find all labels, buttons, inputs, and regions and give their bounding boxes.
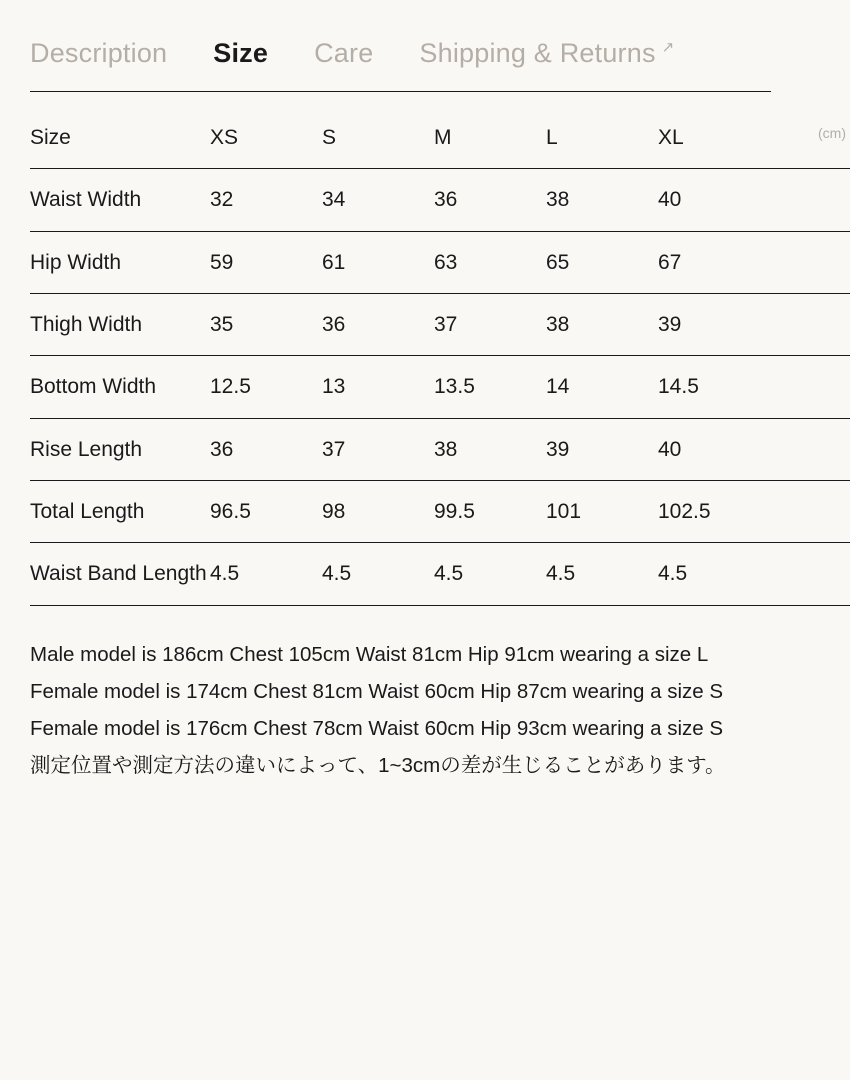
cell-thigh-width-xs: 35 <box>210 294 322 356</box>
external-link-arrow-icon: ↗ <box>661 39 675 56</box>
cell-waist-band-length-m: 4.5 <box>434 543 546 605</box>
header-cell-m: M <box>434 102 546 169</box>
cell-rise-length-xl: 40 <box>658 418 770 480</box>
cell-waist-width-m: 36 <box>434 169 546 231</box>
cell-thigh-width-xl: 39 <box>658 294 770 356</box>
cell-spacer <box>770 169 850 231</box>
cell-hip-width-xs: 59 <box>210 231 322 293</box>
row-label-total-length: Total Length <box>30 481 210 543</box>
cell-total-length-s: 98 <box>322 481 434 543</box>
cell-bottom-width-l: 14 <box>546 356 658 418</box>
header-cell-xl: XL <box>658 102 770 169</box>
tab-shipping-returns-label: Shipping & Returns <box>419 38 656 68</box>
header-cell-l: L <box>546 102 658 169</box>
tab-size[interactable] <box>213 38 268 69</box>
note-measurement-disclaimer-jp: 測定位置や測定方法の違いによって、1~3cmの差が生じることがあります。 <box>30 753 726 777</box>
model-measurements-notes <box>30 636 771 784</box>
row-label-waist-band-length: Waist Band Length <box>30 543 210 605</box>
cell-waist-width-s: 34 <box>322 169 434 231</box>
cell-waist-band-length-l: 4.5 <box>546 543 658 605</box>
cell-waist-band-length-s: 4.5 <box>322 543 434 605</box>
table-row <box>30 481 850 543</box>
cell-spacer <box>770 231 850 293</box>
cell-total-length-xl: 102.5 <box>658 481 770 543</box>
cell-hip-width-s: 61 <box>322 231 434 293</box>
cell-hip-width-m: 63 <box>434 231 546 293</box>
tab-description[interactable] <box>30 38 167 69</box>
cell-rise-length-s: 37 <box>322 418 434 480</box>
product-info-tabs <box>30 38 771 92</box>
row-label-thigh-width: Thigh Width <box>30 294 210 356</box>
cell-spacer <box>770 356 850 418</box>
note-male-model: Male model is 186cm Chest 105cm Waist 81cm Hip 91cm wearing a size L <box>30 642 709 666</box>
table-header-row <box>30 102 850 169</box>
table-row <box>30 169 850 231</box>
row-label-bottom-width: Bottom Width <box>30 356 210 418</box>
cell-spacer <box>770 481 850 543</box>
cell-bottom-width-s: 13 <box>322 356 434 418</box>
cell-waist-width-xl: 40 <box>658 169 770 231</box>
cell-total-length-l: 101 <box>546 481 658 543</box>
cell-rise-length-l: 39 <box>546 418 658 480</box>
tab-care[interactable] <box>314 38 373 69</box>
tab-description-label: Description <box>30 38 168 68</box>
cell-waist-band-length-xs: 4.5 <box>210 543 322 605</box>
cell-thigh-width-m: 37 <box>434 294 546 356</box>
note-female-model-2: Female model is 176cm Chest 78cm Waist 60cm Hip 93cm wearing a size S <box>30 717 724 741</box>
cell-thigh-width-l: 38 <box>546 294 658 356</box>
tab-size-label: Size <box>213 38 269 68</box>
table-row <box>30 356 850 418</box>
cell-bottom-width-xs: 12.5 <box>210 356 322 418</box>
cell-bottom-width-xl: 14.5 <box>658 356 770 418</box>
unit-label: (cm) <box>818 125 846 141</box>
header-cell-xs: XS <box>210 102 322 169</box>
cell-rise-length-xs: 36 <box>210 418 322 480</box>
table-row <box>30 231 850 293</box>
header-cell-s: S <box>322 102 434 169</box>
cell-rise-length-m: 38 <box>434 418 546 480</box>
table-row <box>30 418 850 480</box>
cell-thigh-width-s: 36 <box>322 294 434 356</box>
tab-shipping-returns[interactable] <box>419 38 674 69</box>
size-chart-table <box>30 102 850 606</box>
cell-waist-width-l: 38 <box>546 169 658 231</box>
cell-total-length-xs: 96.5 <box>210 481 322 543</box>
cell-bottom-width-m: 13.5 <box>434 356 546 418</box>
row-label-rise-length: Rise Length <box>30 418 210 480</box>
header-cell-unit <box>770 102 850 169</box>
table-row <box>30 294 850 356</box>
cell-total-length-m: 99.5 <box>434 481 546 543</box>
cell-hip-width-xl: 67 <box>658 231 770 293</box>
table-row <box>30 543 850 605</box>
cell-spacer <box>770 294 850 356</box>
note-female-model-1: Female model is 174cm Chest 81cm Waist 60cm Hip 87cm wearing a size S <box>30 680 724 704</box>
row-label-hip-width: Hip Width <box>30 231 210 293</box>
tab-care-label: Care <box>314 38 374 68</box>
row-label-waist-width: Waist Width <box>30 169 210 231</box>
cell-spacer <box>770 418 850 480</box>
cell-hip-width-l: 65 <box>546 231 658 293</box>
header-cell-size: Size <box>30 102 210 169</box>
cell-spacer <box>770 543 850 605</box>
cell-waist-width-xs: 32 <box>210 169 322 231</box>
cell-waist-band-length-xl: 4.5 <box>658 543 770 605</box>
